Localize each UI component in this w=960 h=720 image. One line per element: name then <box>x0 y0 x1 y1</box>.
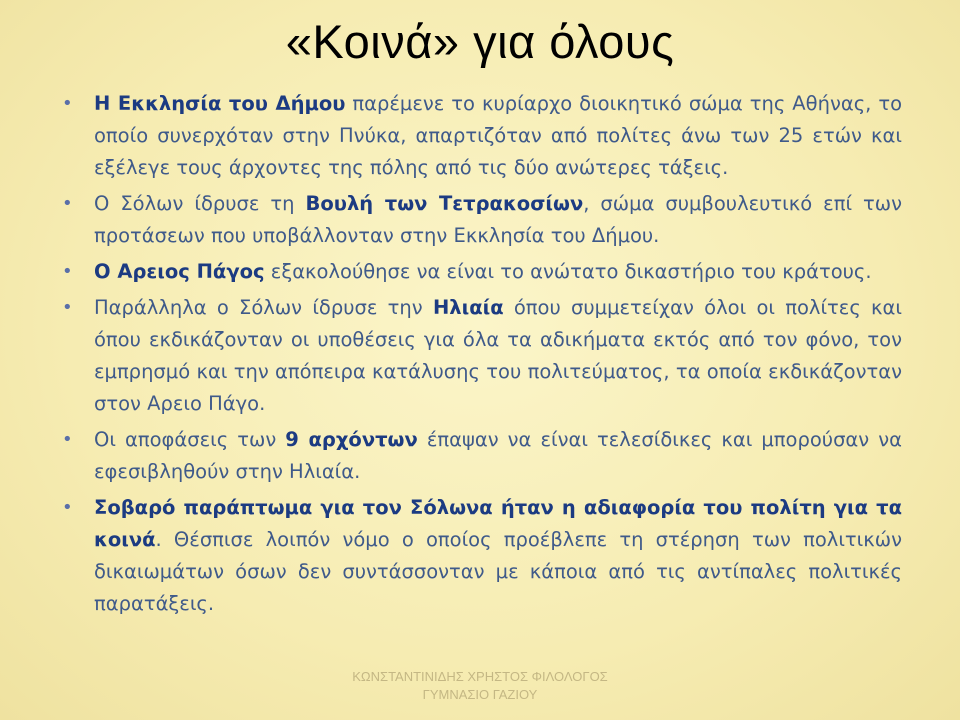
bullet-2-bold: Βουλή των Τετρακοσίων <box>305 192 584 215</box>
bullet-item-2 <box>62 188 902 252</box>
bullet-6-bold: Σοβαρό παράπτωμα για τον Σόλωνα ήταν η αδιαφορία του πολίτη για τα κοινά <box>94 496 902 551</box>
bullet-2-text-b: , σώμα συμβουλευτικό επί των προτάσεων που υποβάλλονταν στην Εκκλησία του Δήμου. <box>94 192 903 247</box>
bullet-icon: • <box>62 93 73 114</box>
bullet-icon: • <box>62 429 73 450</box>
bullet-5-text-a: Οι αποφάσεις των <box>94 428 286 451</box>
bullet-icon: • <box>62 297 73 318</box>
footer-school: ΓΥΜΝΑΣΙΟ ΓΑΖΙΟΥ <box>422 687 538 702</box>
bullet-3-bold: Ο Αρειος Πάγος <box>94 260 265 283</box>
bullet-4-text-b: όπου συμμετείχαν όλοι οι πολίτες και όπου εκδικάζονταν οι υποθέσεις για όλα τα αδικήματα εκτός από τον φόνο, τον εμπρησμό και την απόπειρα κατάλυσης του πολιτεύματος, τα οποία εκδικάζονταν στον Αρειο Πάγο. <box>94 296 902 415</box>
bullet-6-text: . Θέσπισε λοιπόν νόμο ο οποίος προέβλεπε τη στέρηση των πολιτικών δικαιωμάτων όσων δεν συντάσσονταν με κάποια από τις αντίπαλες πολιτικές παρατάξεις. <box>94 528 902 615</box>
bullet-item-5 <box>62 424 902 488</box>
bullet-item-4 <box>62 292 902 420</box>
bullet-1-bold: Η Εκκλησία του Δήμου <box>94 92 346 115</box>
bullet-4-text-a: Παράλληλα ο Σόλων ίδρυσε την <box>94 296 433 319</box>
slide-title: «Κοινά» για όλους <box>285 15 675 68</box>
bullet-5-bold: 9 αρχόντων <box>285 428 418 451</box>
bullet-item-1 <box>62 88 902 184</box>
bullet-5-text-b: έπαψαν να είναι τελεσίδικες και μπορούσαν να εφεσιβληθούν στην Ηλιαία. <box>94 428 902 483</box>
bullet-item-6 <box>62 492 902 620</box>
bullet-3-text: εξακολούθησε να είναι το ανώτατο δικαστήριο του κράτους. <box>264 260 872 283</box>
footer <box>330 668 630 704</box>
footer-author: ΚΩΝΣΤΑΝΤΙΝΙΔΗΣ ΧΡΗΣΤΟΣ ΦΙΛΟΛΟΓΟΣ <box>352 669 608 684</box>
bullet-item-3 <box>62 256 902 288</box>
bullet-4-bold: Ηλιαία <box>432 296 504 319</box>
bullet-icon: • <box>62 497 73 518</box>
bullet-icon: • <box>62 261 73 282</box>
bullet-list <box>62 88 902 622</box>
bullet-2-text-a: Ο Σόλων ίδρυσε τη <box>94 192 306 215</box>
bullet-1-text: παρέμενε το κυρίαρχο διοικητικό σώμα της Αθήνας, το οποίο συνερχόταν στην Πνύκα, απαρτιζόταν από πολίτες άνω των 25 ετών και εξέλεγε τους άρχοντες της πόλης από τις δύο ανώτερες τάξεις. <box>94 92 902 179</box>
bullet-icon: • <box>62 193 73 214</box>
